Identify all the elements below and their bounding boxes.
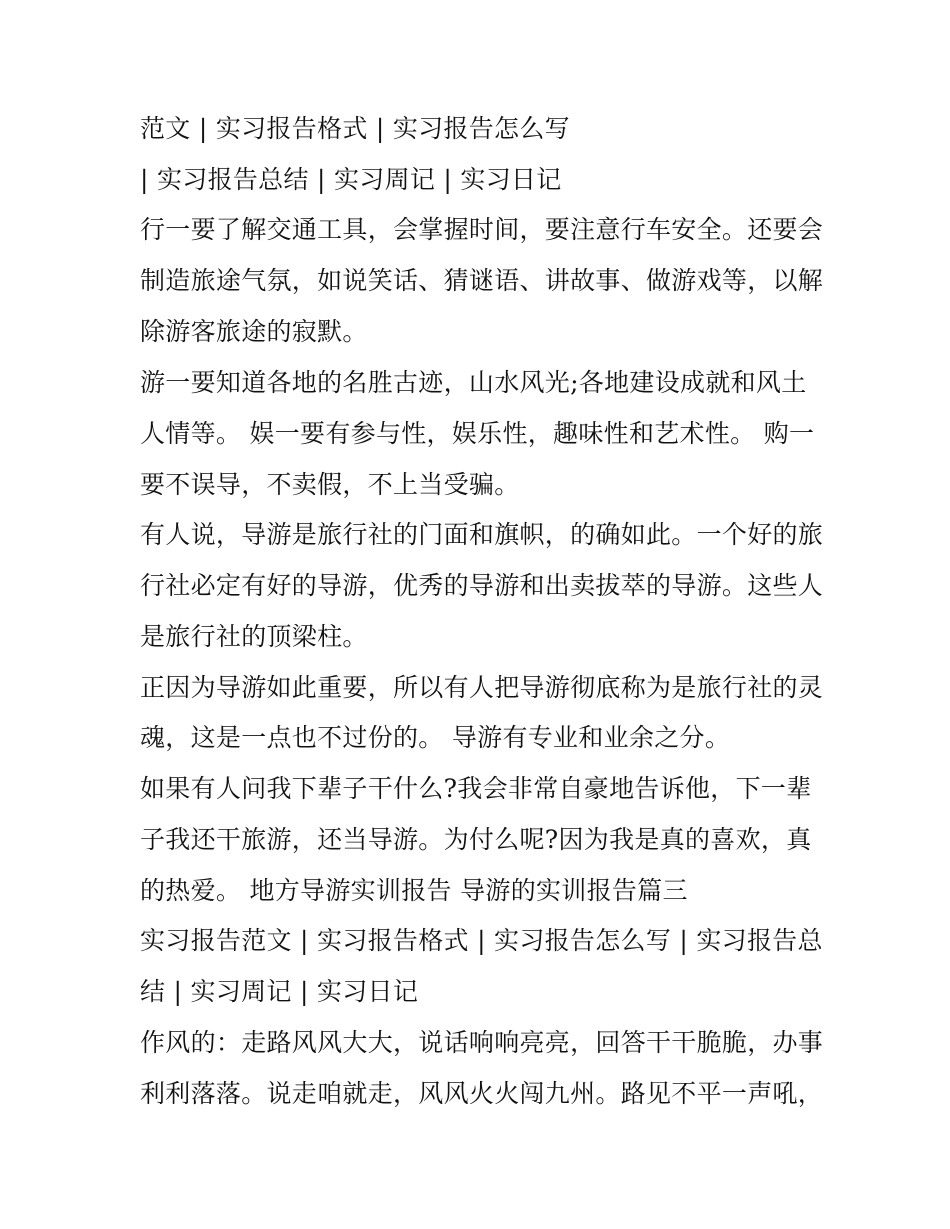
text-line: 游一要知道各地的名胜古迹，山水风光;各地建设成就和风土 xyxy=(140,368,807,397)
text-line: 的热爱。 地方导游实训报告 导游的实训报告篇三 xyxy=(140,876,688,905)
text-line: 是旅行社的顶梁柱。 xyxy=(140,622,368,651)
text-line: 有人说，导游是旅行社的门面和旗帜，的确如此。一个好的旅 xyxy=(140,520,824,549)
text-line: 魂，这是一点也不过份的。 导游有专业和业余之分。 xyxy=(140,723,731,752)
text-line: 除游客旅途的寂默。 xyxy=(140,317,368,346)
text-line: 人情等。 娱一要有参与性，娱乐性，趣味性和艺术性。 购一 xyxy=(140,419,815,448)
text-line: 利利落落。说走咱就走，风风火火闯九州。路见不平一声吼， xyxy=(140,1079,824,1108)
text-line: 子我还干旅游，还当导游。为付么呢?因为我是真的喜欢，真 xyxy=(140,825,812,854)
text-line: 行社必定有好的导游，优秀的导游和出卖拔萃的导游。这些人 xyxy=(140,571,824,600)
text-line: 要不误导，不卖假，不上当受骗。 xyxy=(140,470,520,499)
text-line: 作风的：走路风风大大，说话响响亮亮，回答干干脆脆，办事 xyxy=(140,1028,824,1057)
text-line: 行一要了解交通工具，会掌握时间，要注意行车安全。还要会 xyxy=(140,215,824,244)
text-line: 如果有人问我下辈子干什么?我会非常自豪地告诉他，下一辈 xyxy=(140,774,812,803)
text-line: 正因为导游如此重要，所以有人把导游彻底称为是旅行社的灵 xyxy=(140,673,824,702)
text-line: 实习报告范文 | 实习报告格式 | 实习报告怎么写 | 实习报告总 xyxy=(140,926,823,955)
text-line: 范文 | 实习报告格式 | 实习报告怎么写 xyxy=(140,114,570,143)
text-line: 结 | 实习周记 | 实习日记 xyxy=(140,977,419,1006)
text-line: | 实习报告总结 | 实习周记 | 实习日记 xyxy=(140,165,562,194)
text-line: 制造旅途气氛，如说笑话、猜谜语、讲故事、做游戏等，以解 xyxy=(140,266,824,295)
